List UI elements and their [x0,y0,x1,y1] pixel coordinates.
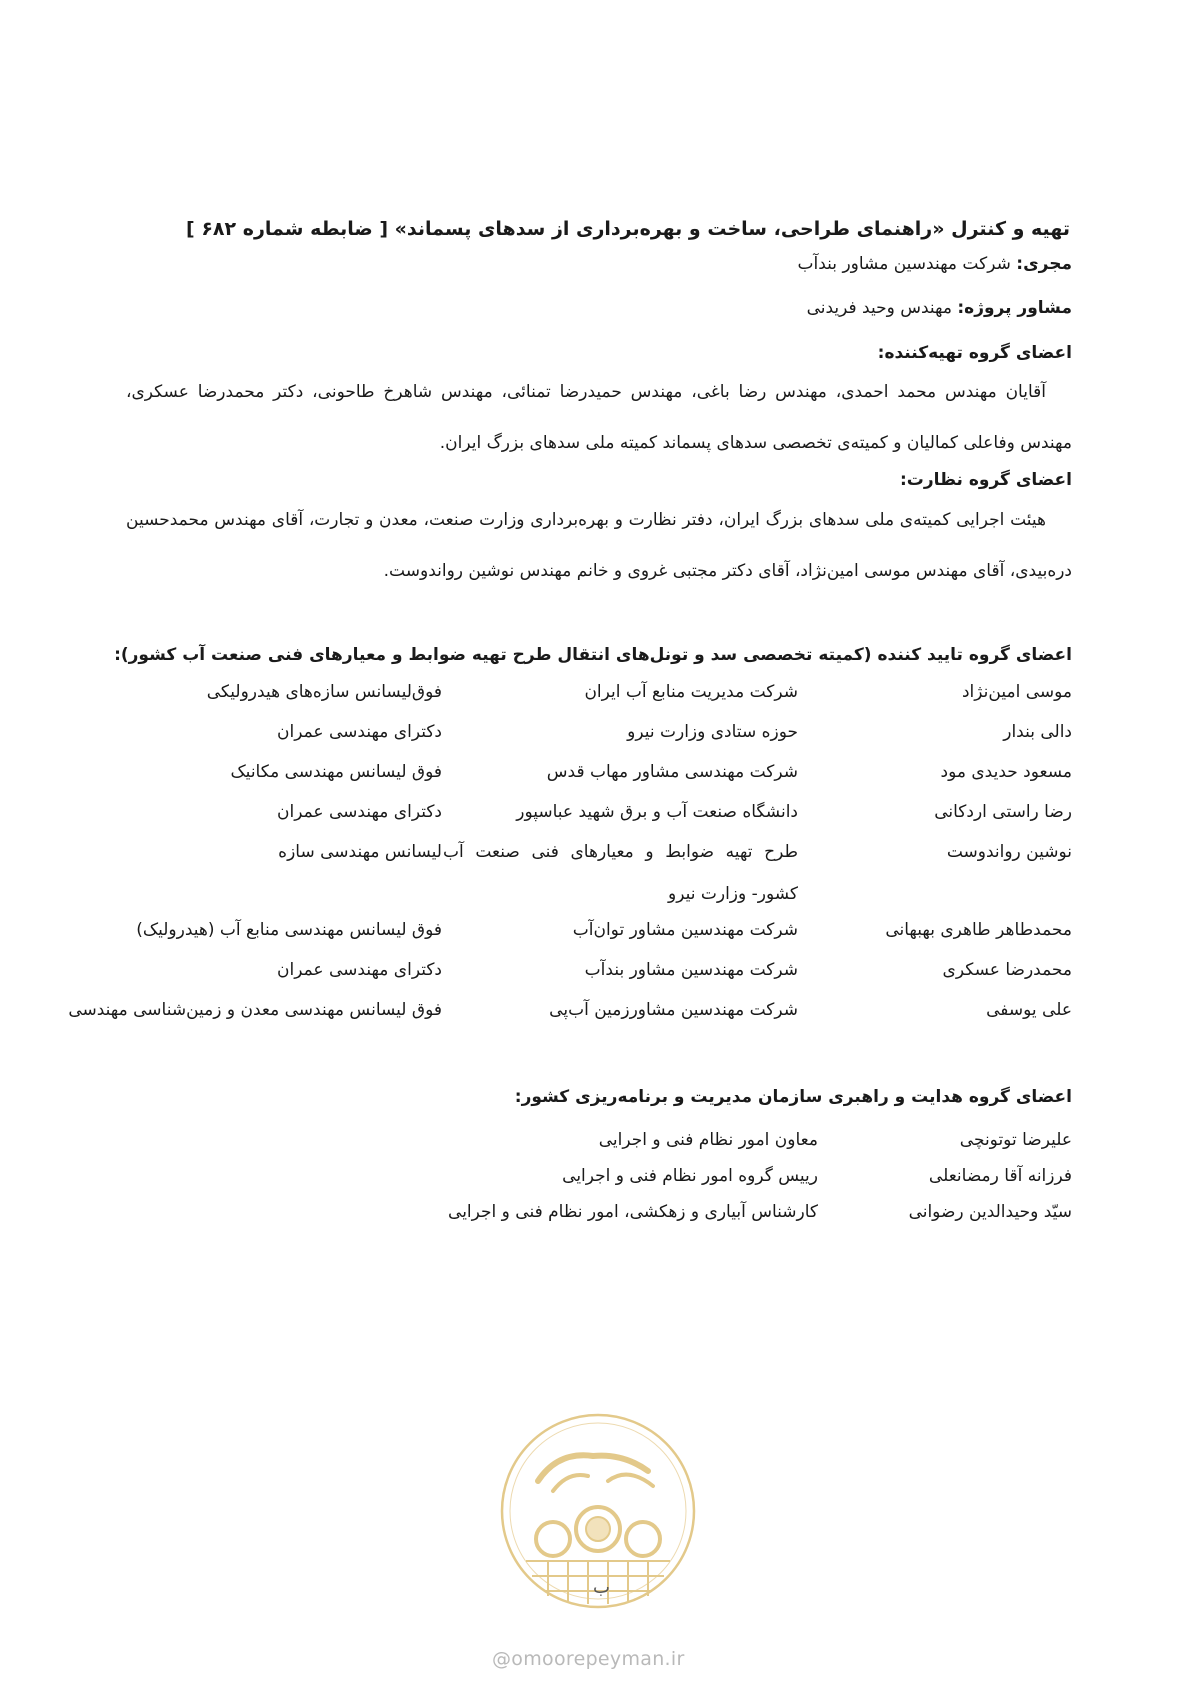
approver-degree: دکترای مهندسی عمران [277,802,442,822]
approver-degree: فوق لیسانس مهندسی معدن و زمین‌شناسی مهندسی [68,1000,442,1020]
guidance-role: معاون امور نظام فنی و اجرایی [598,1130,818,1150]
guidance-role: رییس گروه امور نظام فنی و اجرایی [562,1166,818,1186]
approver-name: موسی امین‌نژاد [961,682,1072,702]
guidance-name: سیّد وحیدالدین رضوانی [908,1202,1072,1222]
supervisors-paragraph [126,495,1072,597]
preparers-text: آقایان مهندس محمد احمدی، مهندس رضا باغی، مهندس حمیدرضا تمنائی، مهندس شاهرخ طاحونی، دکتر محمدرضا عسکری، مهندس وفاعلی کمالیان و کمیته‌ی تخصصی سدهای پسماند کمیته ملی سدهای بزرگ ایران. [126,382,1072,453]
page-number: ب [593,1577,610,1598]
approver-org: طرح تهیه ضوابط و معیارهای فنی صنعت آب کشور- وزارت نیرو [443,842,798,904]
approver-name: مسعود حدیدی مود [940,762,1072,782]
approver-name: نوشین رواندوست [946,842,1072,862]
supervisors-heading: اعضای گروه نظارت: [899,470,1072,490]
approver-org: شرکت مدیریت منابع آب ایران [584,682,798,702]
approvers-heading: اعضای گروه تایید کننده (کمیته تخصصی سد و تونل‌های انتقال طرح تهیه ضوابط و معیارهای فنی صنعت آب کشور): [114,645,1072,665]
approver-org: شرکت مهندسین مشاور بندآب [584,960,798,980]
approver-org: شرکت مهندسی مشاور مهاب قدس [546,762,798,782]
approver-org: شرکت مهندسین مشاور توان‌آب [572,920,798,940]
approver-name: رضا راستی اردکانی [934,802,1072,822]
approver-degree: لیسانس مهندسی سازه [278,842,442,862]
consultant-line [807,298,1072,318]
approver-degree: فوق لیسانس مهندسی منابع آب (هیدرولیک) [136,920,442,940]
approver-org: شرکت مهندسین مشاورزمین آب‌پی [549,1000,798,1020]
consultant-label: مشاور پروژه: [957,298,1072,318]
executor-line [798,254,1072,274]
supervisors-text: هیئت اجرایی کمیته‌ی ملی سدهای بزرگ ایران، دفتر نظارت و بهره‌برداری وزارت صنعت، معدن و تجارت، آقای مهندس محمدحسین دره‌بیدی، آقای مهندس موسی امین‌نژاد، آقای دکتر مجتبی غروی و خانم مهندس نوشین رواندوست. [126,510,1072,581]
footer-watermark-url: @omoorepeyman.ir [492,1648,685,1670]
approver-degree: دکترای مهندسی عمران [277,722,442,742]
executor-label: مجری: [1016,254,1072,274]
approver-name: محمدرضا عسکری [942,960,1072,980]
preparers-paragraph [126,367,1072,469]
guidance-name: فرزانه آقا رمضانعلی [928,1166,1072,1186]
approver-degree: دکترای مهندسی عمران [277,960,442,980]
guidance-heading: اعضای گروه هدایت و راهبری سازمان مدیریت و برنامه‌ریزی کشور: [514,1087,1072,1107]
consultant-value: مهندس وحید فریدنی [806,298,952,318]
guidance-name: علیرضا توتونچی [959,1130,1072,1150]
executor-value: شرکت مهندسین مشاور بندآب [797,254,1011,274]
approver-degree: فوق لیسانس مهندسی مکانیک [230,762,442,782]
approver-name: محمدطاهر طاهری بهبهانی [885,920,1072,940]
approver-name: علی یوسفی [986,1000,1072,1020]
approver-org: حوزه ستادی وزارت نیرو [627,722,798,742]
approver-name: دالی بندار [1003,722,1072,742]
document-title: تهیه و کنترل «راهنمای طراحی، ساخت و بهره‌برداری از سدهای پسماند» [ ضابطه شماره ۶۸۲ ] [186,218,1070,240]
guidance-role: کارشناس آبیاری و زهکشی، امور نظام فنی و اجرایی [448,1202,818,1222]
approver-org: دانشگاه صنعت آب و برق شهید عباسپور [516,802,798,822]
approver-degree: فوق‌لیسانس سازه‌های هیدرولیکی [206,682,442,702]
preparers-heading: اعضای گروه تهیه‌کننده: [877,343,1072,363]
